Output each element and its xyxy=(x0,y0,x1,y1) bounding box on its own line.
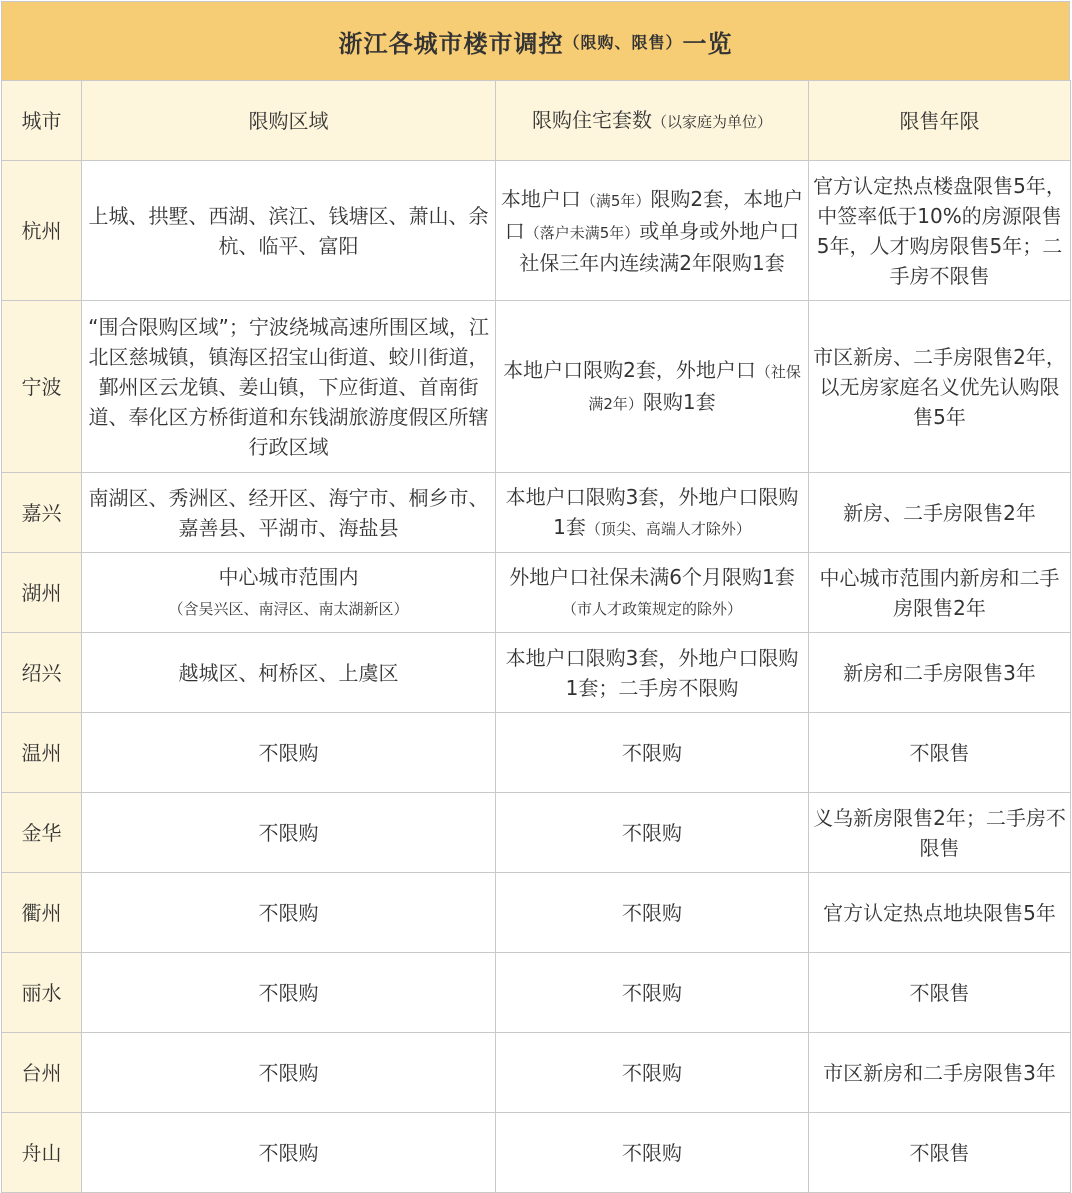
title-main: 浙江各城市楼市调控 xyxy=(338,29,564,58)
units-cell xyxy=(496,301,809,473)
units-part: 不限购 xyxy=(622,820,682,845)
table-row xyxy=(2,473,1071,553)
area-cell xyxy=(82,1033,496,1113)
city-cell: 湖州 xyxy=(2,553,82,633)
units-note: （顶尖、高端人才除外） xyxy=(585,519,751,538)
table-row xyxy=(2,873,1071,953)
city-cell: 丽水 xyxy=(2,953,82,1033)
years-cell: 新房和二手房限售3年 xyxy=(809,633,1071,713)
units-cell xyxy=(496,161,809,301)
area-text: 不限购 xyxy=(258,740,319,765)
header-city: 城市 xyxy=(2,81,82,161)
header-row xyxy=(2,81,1071,161)
area-cell xyxy=(82,713,496,793)
years-cell: 中心城市范围内新房和二手房限售2年 xyxy=(809,553,1071,633)
policy-table xyxy=(1,80,1071,1193)
area-text: 不限购 xyxy=(258,980,319,1005)
units-cell xyxy=(496,793,809,873)
table-row xyxy=(2,1033,1071,1113)
area-text: 中心城市范围内 xyxy=(218,564,359,589)
area-cell xyxy=(82,161,496,301)
area-text: 南湖区、秀洲区、经开区、海宁市、桐乡市、嘉善县、平湖市、海盐县 xyxy=(88,485,489,540)
units-part: 不限购 xyxy=(622,1060,682,1085)
units-part: 本地户口限购3套，外地户口限购1套 xyxy=(505,484,799,539)
units-part: 不限购 xyxy=(622,900,682,925)
city-cell: 宁波 xyxy=(2,301,82,473)
city-cell: 舟山 xyxy=(2,1113,82,1193)
area-cell xyxy=(82,553,496,633)
units-part: 本地户口限购3套，外地户口限购1套；二手房不限购 xyxy=(505,645,799,700)
city-cell: 台州 xyxy=(2,1033,82,1113)
years-cell: 不限售 xyxy=(809,1113,1071,1193)
area-text: 不限购 xyxy=(258,900,319,925)
units-note: （社保满2年） xyxy=(588,362,801,413)
area-text: 上城、拱墅、西湖、滨江、钱塘区、萧山、余杭、临平、富阳 xyxy=(88,203,489,258)
city-cell: 温州 xyxy=(2,713,82,793)
title-sub: （限购、限售） xyxy=(563,32,683,52)
table-row xyxy=(2,633,1071,713)
table-row xyxy=(2,301,1071,473)
area-cell xyxy=(82,793,496,873)
units-cell xyxy=(496,713,809,793)
units-part: 不限购 xyxy=(622,980,682,1005)
years-cell: 官方认定热点楼盘限售5年，中签率低于10%的房源限售5年，人才购房限售5年；二手房不限售 xyxy=(809,161,1071,301)
city-cell: 绍兴 xyxy=(2,633,82,713)
header-years: 限售年限 xyxy=(809,81,1071,161)
table-row xyxy=(2,953,1071,1033)
city-cell: 嘉兴 xyxy=(2,473,82,553)
header-units-note: （以家庭为单位） xyxy=(651,112,772,131)
title-tail: 一览 xyxy=(682,29,733,58)
units-part: 本地户口限购2套，外地户口 xyxy=(503,357,756,382)
units-part: 不限购 xyxy=(622,1140,682,1165)
units-cell xyxy=(496,1033,809,1113)
area-text: 越城区、柯桥区、上虞区 xyxy=(178,660,399,685)
years-cell: 不限售 xyxy=(809,953,1071,1033)
units-cell xyxy=(496,633,809,713)
units-part: 外地户口社保未满6个月限购1套 xyxy=(509,564,795,589)
header-units-label: 限购住宅套数 xyxy=(531,107,652,132)
table-row xyxy=(2,161,1071,301)
years-cell: 市区新房、二手房限售2年，以无房家庭名义优先认购限售5年 xyxy=(809,301,1071,473)
area-text: “围合限购区域”；宁波绕城高速所围区域，江北区慈城镇，镇海区招宝山街道、蛟川街道，鄞州区云龙镇、姜山镇，下应街道、首南街道、奉化区方桥街道和东钱湖旅游度假区所辖行政区域 xyxy=(88,314,489,459)
area-cell xyxy=(82,1113,496,1193)
units-cell xyxy=(496,553,809,633)
units-note: （满5年） xyxy=(580,191,651,210)
header-area: 限购区域 xyxy=(82,81,496,161)
table-row xyxy=(2,1113,1071,1193)
area-cell xyxy=(82,301,496,473)
units-cell xyxy=(496,953,809,1033)
units-part: 或单身或外地户口社保三年内连续满2年限购1套 xyxy=(519,218,800,275)
units-cell xyxy=(496,1113,809,1193)
table-row xyxy=(2,553,1071,633)
units-part: 不限购 xyxy=(622,740,682,765)
years-cell: 市区新房和二手房限售3年 xyxy=(809,1033,1071,1113)
city-cell: 杭州 xyxy=(2,161,82,301)
area-cell xyxy=(82,873,496,953)
units-cell xyxy=(496,473,809,553)
area-cell xyxy=(82,633,496,713)
years-cell: 新房、二手房限售2年 xyxy=(809,473,1071,553)
table-row xyxy=(2,793,1071,873)
units-part: 限购1套 xyxy=(642,389,716,414)
years-cell: 义乌新房限售2年；二手房不限售 xyxy=(809,793,1071,873)
area-cell xyxy=(82,473,496,553)
header-units xyxy=(496,81,809,161)
units-note: （市人才政策规定的除外） xyxy=(561,599,742,618)
city-cell: 金华 xyxy=(2,793,82,873)
table-title xyxy=(1,1,1070,81)
years-cell: 不限售 xyxy=(809,713,1071,793)
table-row xyxy=(2,713,1071,793)
area-note: （含吴兴区、南浔区、南太湖新区） xyxy=(168,599,409,618)
units-part: 限购2套，本地户口 xyxy=(504,186,804,243)
city-cell: 衢州 xyxy=(2,873,82,953)
area-text: 不限购 xyxy=(258,1060,319,1085)
years-cell: 官方认定热点地块限售5年 xyxy=(809,873,1071,953)
area-text: 不限购 xyxy=(258,1140,319,1165)
units-note: （落户未满5年） xyxy=(524,223,640,242)
area-text: 不限购 xyxy=(258,820,319,845)
units-part: 本地户口 xyxy=(500,186,581,211)
units-cell xyxy=(496,873,809,953)
area-cell xyxy=(82,953,496,1033)
